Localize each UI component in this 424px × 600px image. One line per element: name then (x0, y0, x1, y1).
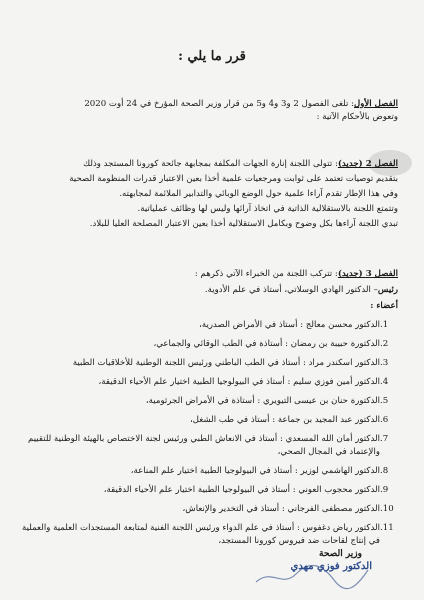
president-label: رئيس (377, 285, 398, 295)
member-text: الدكتور محجوب العوني : أستاذ في البيولوجيا الطبية اختيار علم الأحياء الدقيقة، (103, 485, 380, 495)
member-item (18, 376, 398, 389)
article-1 (18, 98, 398, 124)
article-2-text-1: : تتولى اللجنة إنارة الجهات المكلفة بمجابهة جائحة كورونا المستجد وذلك (83, 159, 338, 169)
article-2 (18, 158, 398, 231)
article-3 (18, 268, 398, 554)
article-2-line-5: تبدي اللجنة آراءها بكل وضوح وبكامل الاستقلالية أخذا بعين الاعتبار المصلحة العليا للبلاد. (89, 219, 398, 229)
member-item (18, 395, 398, 408)
member-item (18, 484, 398, 497)
article-2-line-4: وتتمتع اللجنة بالاستقلالية الذاتية في اتخاذ آرائها وليس لها وظائف عملياتية. (137, 204, 398, 214)
member-item (18, 319, 398, 332)
member-item (18, 433, 398, 459)
member-number: 1. (380, 320, 389, 330)
minister-signature-name: الدكتور فوزي مهدي (290, 561, 372, 572)
member-number: 7. (380, 434, 389, 444)
article-3-intro-text: : تتركب اللجنة من الخبراء الآتي ذكرهم : (194, 269, 338, 279)
member-item (18, 414, 398, 427)
article-3-intro (18, 268, 398, 281)
member-text: الدكتور الهاشمي لوزير : أستاذ في البيولوجيا الطبية اختيار علم المناعة، (130, 466, 380, 476)
member-number: 4. (380, 377, 389, 387)
article-2-line-1 (18, 158, 398, 171)
member-text: الدكتور عبد المجيد بن جماعة : أستاذ في طب الشغل، (190, 415, 380, 425)
member-item (18, 465, 398, 478)
member-number: 9. (380, 485, 389, 495)
article-1-line-1 (18, 98, 398, 111)
member-text: الدكتور أمين فوزي سليم : أستاذ في البيولوجيا الطبية اختيار علم الأحياء الدقيقة، (98, 377, 380, 387)
article-2-label: الفصل 2 (جديد) (337, 159, 398, 169)
article-2-line-2: بتقديم توصيات تعتمد على ثوابت ومرجعيات علمية أخذا بعين الاعتبار قدرات المنظومة الصحية (69, 174, 398, 184)
article-1-line-2: وتعوض بالأحكام الآتية : (316, 112, 398, 122)
signature-scribble (252, 558, 372, 592)
member-number: 11. (380, 523, 394, 533)
decree-heading: قرر ما يلي : (178, 49, 246, 64)
member-number: 10. (380, 504, 394, 514)
member-number: 2. (380, 339, 389, 349)
article-3-label: الفصل 3 (جديد) (337, 269, 398, 279)
member-text: الدكتور رياض دغفوس : أستاذ في علم الدواء ورئيس اللجنة الفنية لمتابعة المستجدات العلمية والعملية في إنتاج لقاحات ضد فيروس كورونا المستجد، (22, 523, 380, 546)
member-text: الدكتورة حبيبة بن رمضان : أستاذة في الطب الوقائي والجماعي، (153, 339, 380, 349)
members-label: أعضاء : (370, 301, 398, 311)
member-item (18, 522, 398, 548)
member-item (18, 338, 398, 351)
members-list (18, 319, 398, 548)
article-1-text: : تلغى الفصول 2 و3 و4 و5 من قرار وزير الصحة المؤرخ في 24 أوت 2020 (84, 99, 354, 109)
article-1-label: الفصل الأول (354, 99, 398, 109)
member-number: 8. (380, 466, 389, 476)
article-2-line-3: وفي هذا الإطار تقدم آراءا علمية حول الوضع الوبائي والتدابير الملائمة لمجابهته. (119, 189, 398, 199)
president-text: – الدكتور الهادي الوسلاتي، أستاذ في علم الأدوية. (204, 285, 378, 295)
member-item (18, 357, 398, 370)
member-number: 5. (380, 396, 389, 406)
member-text: الدكتور مصطفى الفرجاني : أستاذ في التخدير والإنعاش، (182, 504, 380, 514)
member-number: 3. (380, 358, 389, 368)
member-text: الدكتور أمان الله المسعدي : أستاذ في الانعاش الطبي ورئيس لجنة الاختصاص بالهيئة الوطنية للتقييم والإعتماد في المجال الصحي، (27, 434, 380, 457)
member-text: الدكتور اسكندر مراد : أستاذ في الطب الباطني ورئيس اللجنة الوطنية للأخلاقيات الطبية (72, 358, 380, 368)
member-text: الدكتورة حنان بن عيسى التيويري : أستاذة في الأمراض الجرثومية، (145, 396, 380, 406)
minister-title: وزير الصحة (319, 549, 362, 559)
member-number: 6. (380, 415, 389, 425)
member-text: الدكتور محسن معالج : أستاذ في الأمراض الصدرية، (199, 320, 380, 330)
president-line (18, 284, 398, 297)
member-item (18, 503, 398, 516)
